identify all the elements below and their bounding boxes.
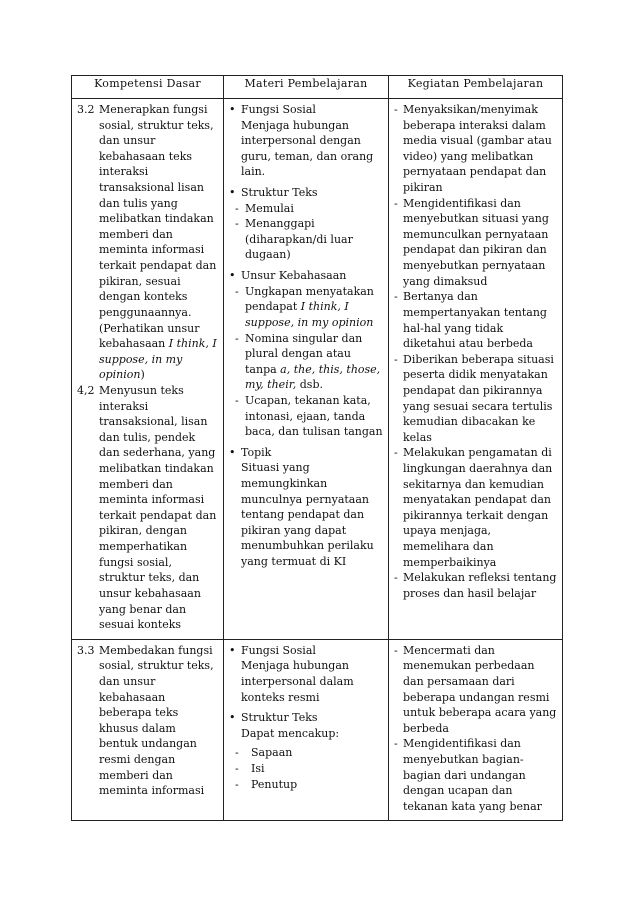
materi-unsur-kebahasaan: • Unsur Kebahasaan - Ungkapan menyatakan pendapat I think, I suppose, in my opinion - Nomina singular dan plural dengan atau tanpa a, the, this, those, my, their, dsb. - Ucapan, tekanan kata, intonasi, ejaan, tanda baca, dan tulisan tangan (229, 269, 383, 439)
kd-cell (72, 639, 224, 821)
dash-icon: - (235, 777, 239, 791)
list-item: - Melakukan pengamatan di lingkungan daerahnya dan sekitarnya dan kemudian menyatakan pendapat dan pikirannya terkait dengan upaya menjaga, memelihara dan memperbaikinya (394, 446, 553, 569)
kd-number: 4,2 (77, 383, 95, 397)
list-item: - Diberikan beberapa situasi peserta didik menyatakan pendapat dan pikirannya yang sesuai secara tertulis kemudian dibacakan ke kelas (394, 352, 554, 444)
list-item: - Menyaksikan/menyimak beberapa interaksi dalam media visual (gambar atau video) yang melibatkan pernyataan pendapat dan pikiran (394, 103, 552, 195)
list-item: - Mengidentifikasi dan menyebutkan situasi yang memunculkan pernyataan pendapat dan pikiran dan menyebutkan pernyataan yang dimaksud (394, 196, 549, 288)
materi-fungsi-sosial: • Fungsi Sosial Menjaga hubungan interpersonal dengan guru, teman, dan orang lain. (229, 103, 374, 179)
header-materi-pembelajaran: Materi Pembelajaran (224, 76, 389, 99)
header-kompetensi-dasar: Kompetensi Dasar (72, 76, 224, 99)
list-item: - Mencermati dan menemukan perbedaan dan persamaan dari beberapa undangan resmi untuk beberapa acara yang berbeda (394, 643, 557, 735)
kd-item (77, 383, 218, 633)
materi-fungsi-sosial: • Fungsi Sosial Menjaga hubungan interpersonal dalam konteks resmi (229, 643, 354, 704)
dash-icon: - (235, 284, 239, 298)
dash-icon: - (394, 290, 398, 304)
dash-icon: - (394, 103, 398, 116)
bullet-icon: • (229, 269, 236, 283)
kd-text: Menerapkan fungsi sosial, struktur teks, dan unsur kebahasaan teks interaksi transaksional lisan dan tulis yang melibatkan tindakan memberi dan meminta informasi terkait pendapat dan pikiran, sesuai dengan konteks penggunaannya. (Perhatikan unsur kebahasaan I think, I suppose, in my opinion) (99, 103, 217, 382)
kegiatan-cell (389, 99, 563, 640)
materi-struktur-teks: • Struktur Teks Dapat mencakup: - Sapaan - Isi - Penutup (229, 711, 340, 791)
dash-icon: - (235, 331, 239, 345)
materi-cell (224, 639, 389, 821)
curriculum-table (71, 75, 563, 821)
dash-icon: - (394, 446, 398, 460)
materi-topik: • Topik Situasi yang memungkinkan munculnya pernyataan tentang pendapat dan pikiran yang dapat menumbuhkan perilaku yang termuat di KI (229, 445, 374, 569)
bullet-icon: • (229, 103, 236, 116)
kd-item (77, 643, 218, 799)
kegiatan-cell (389, 639, 563, 821)
bullet-icon: • (229, 186, 236, 200)
header-kegiatan-pembelajaran: Kegiatan Pembelajaran (389, 76, 563, 99)
table-row (72, 639, 563, 821)
list-item: - Melakukan refleksi tentang proses dan hasil belajar (394, 571, 557, 600)
kd-item (77, 102, 218, 383)
kd-text: Menyusun teks interaksi transaksional, lisan dan tulis, pendek dan sederhana, yang melibatkan tindakan memberi dan meminta informasi terkait pendapat dan pikiran, dengan memperhatikan fungsi sosial, struktur teks, dan unsur kebahasaan yang benar dan sesuai konteks (99, 383, 217, 632)
dash-icon: - (394, 737, 398, 751)
dash-icon: - (394, 352, 398, 366)
dash-icon: - (235, 746, 239, 760)
list-item: - Bertanya dan mempertanyakan tentang hal-hal yang tidak diketahui atau berbeda (394, 290, 547, 351)
bullet-icon: • (229, 643, 236, 657)
dash-icon: - (235, 217, 239, 231)
materi-struktur-teks: • Struktur Teks - Memulai - Menanggapi (diharapkan/di luar dugaan) (229, 186, 353, 262)
dash-icon: - (394, 571, 398, 585)
list-item: - Mengidentifikasi dan menyebutkan bagian-bagian dari undangan dengan ucapan dan tekanan kata yang benar (394, 737, 542, 813)
table-row (72, 99, 563, 640)
kd-number: 3.3 (77, 643, 95, 657)
bullet-icon: • (229, 445, 236, 459)
kd-italic: I think, I suppose, in my opinion (99, 337, 217, 382)
kd-number: 3.2 (77, 103, 95, 116)
materi-cell (224, 99, 389, 640)
dash-icon: - (394, 196, 398, 210)
dash-icon: - (235, 201, 239, 215)
bullet-icon: • (229, 711, 236, 725)
header-row (72, 76, 563, 99)
kd-text: Membedakan fungsi sosial, struktur teks, dan unsur kebahasaan beberapa teks khusus dalam bentuk undangan resmi dengan memberi dan meminta informasi (99, 643, 214, 798)
kd-cell (72, 99, 224, 640)
dash-icon: - (235, 393, 239, 407)
dash-icon: - (394, 643, 398, 657)
dash-icon: - (235, 761, 239, 775)
